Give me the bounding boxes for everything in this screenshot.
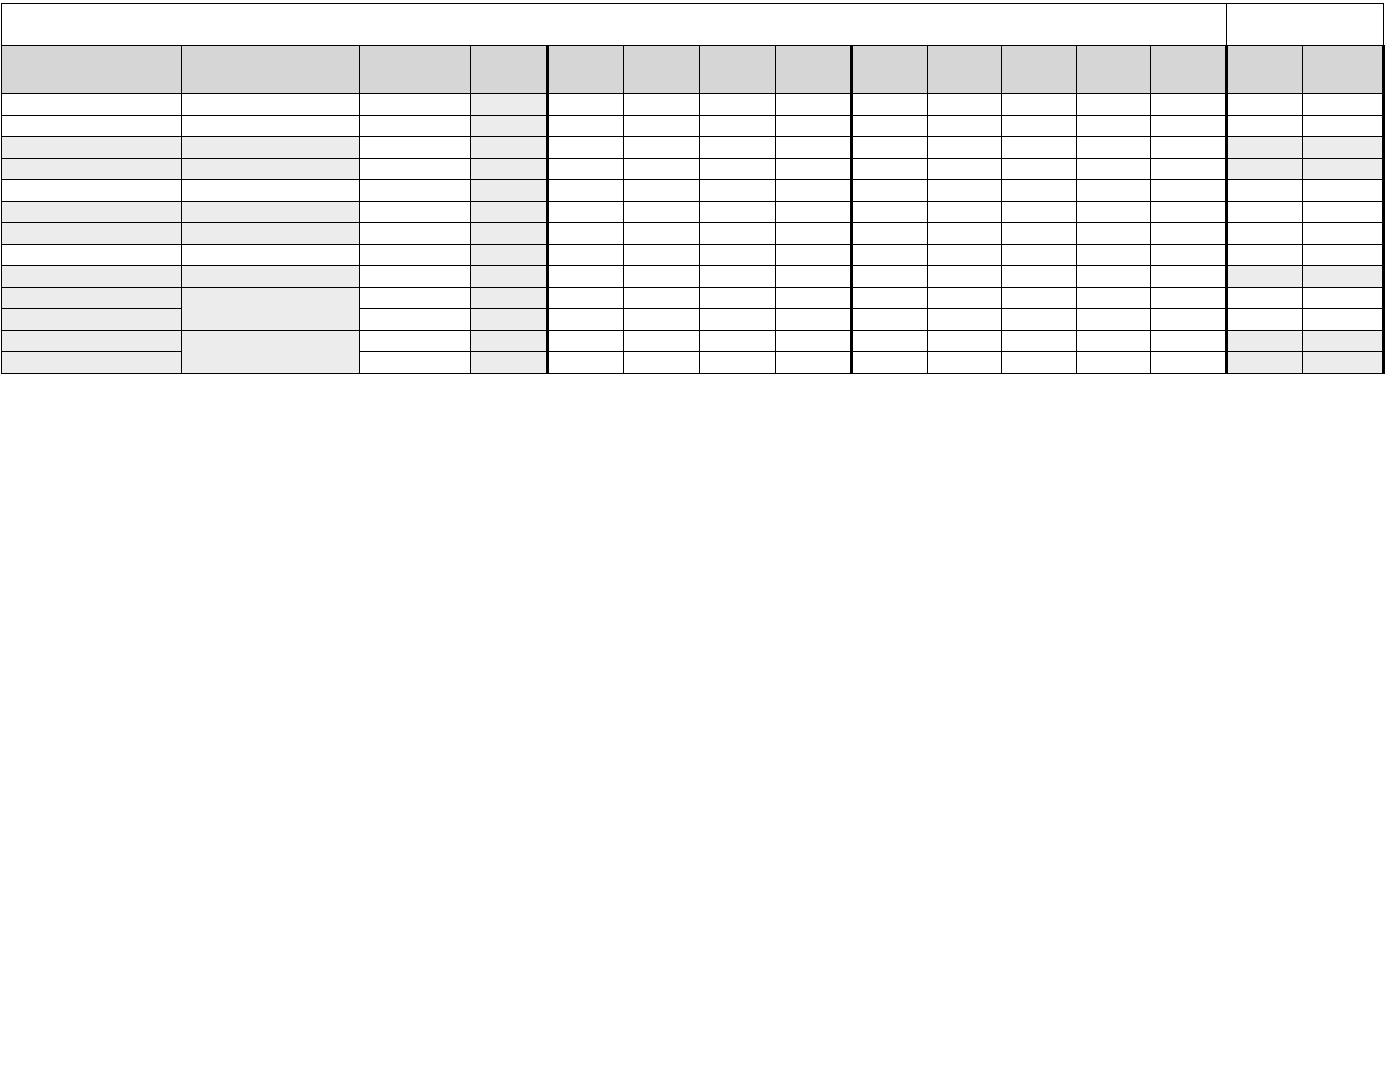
centile-cell bbox=[624, 266, 700, 288]
niveau-cell bbox=[360, 244, 471, 266]
niveau-cell bbox=[360, 137, 471, 159]
centile-cell bbox=[548, 309, 624, 331]
centile-cell bbox=[1077, 223, 1151, 245]
column-header bbox=[548, 46, 624, 94]
centile-cell bbox=[1151, 158, 1227, 180]
epreuve-cell bbox=[182, 266, 360, 288]
centile-cell bbox=[928, 201, 1002, 223]
ecartype-cell bbox=[1303, 244, 1384, 266]
centile-cell bbox=[548, 266, 624, 288]
centile-cell bbox=[700, 115, 776, 137]
nb-suj-cell bbox=[471, 158, 548, 180]
nb-suj-cell bbox=[471, 330, 548, 352]
table-body bbox=[2, 94, 1384, 374]
centile-cell bbox=[1077, 94, 1151, 116]
centile-cell bbox=[852, 309, 928, 331]
epreuve-cell bbox=[182, 201, 360, 223]
centile-cell bbox=[1077, 309, 1151, 331]
centile-cell bbox=[1077, 352, 1151, 374]
column-header bbox=[182, 46, 360, 94]
centile-cell bbox=[624, 201, 700, 223]
centile-cell bbox=[624, 94, 700, 116]
centile-cell bbox=[1002, 223, 1077, 245]
nb-suj-cell bbox=[471, 223, 548, 245]
batterie-cell bbox=[2, 330, 182, 352]
epreuve-cell bbox=[182, 287, 360, 330]
ecartype-cell bbox=[1303, 94, 1384, 116]
ecartype-cell bbox=[1303, 158, 1384, 180]
centile-cell bbox=[1002, 309, 1077, 331]
centile-cell bbox=[852, 287, 928, 309]
centile-cell bbox=[548, 223, 624, 245]
centile-cell bbox=[776, 180, 852, 202]
centile-cell bbox=[1002, 137, 1077, 159]
mean-cell bbox=[1227, 330, 1303, 352]
centile-cell bbox=[1002, 244, 1077, 266]
centile-cell bbox=[624, 244, 700, 266]
ecartype-cell bbox=[1303, 309, 1384, 331]
table-row bbox=[2, 180, 1384, 202]
niveau-cell bbox=[360, 287, 471, 309]
table-row bbox=[2, 223, 1384, 245]
centile-cell bbox=[852, 137, 928, 159]
batterie-cell bbox=[2, 201, 182, 223]
centile-cell bbox=[852, 352, 928, 374]
centile-cell bbox=[776, 223, 852, 245]
ecartype-cell bbox=[1303, 266, 1384, 288]
column-header bbox=[1151, 46, 1227, 94]
centile-cell bbox=[1077, 244, 1151, 266]
mean-cell bbox=[1227, 201, 1303, 223]
centile-cell bbox=[776, 309, 852, 331]
niveau-cell bbox=[360, 352, 471, 374]
centile-cell bbox=[776, 244, 852, 266]
niveau-cell bbox=[360, 201, 471, 223]
column-header bbox=[776, 46, 852, 94]
centile-cell bbox=[852, 115, 928, 137]
centile-cell bbox=[1151, 287, 1227, 309]
centile-cell bbox=[1151, 180, 1227, 202]
centile-cell bbox=[928, 266, 1002, 288]
batterie-cell bbox=[2, 158, 182, 180]
batterie-cell bbox=[2, 352, 182, 374]
niveau-cell bbox=[360, 330, 471, 352]
column-header bbox=[700, 46, 776, 94]
centile-cell bbox=[700, 137, 776, 159]
centile-cell bbox=[548, 330, 624, 352]
niveau-cell bbox=[360, 180, 471, 202]
niveau-cell bbox=[360, 309, 471, 331]
niveau-cell bbox=[360, 223, 471, 245]
centile-cell bbox=[1002, 94, 1077, 116]
centile-cell bbox=[1151, 309, 1227, 331]
centile-cell bbox=[852, 94, 928, 116]
centile-cell bbox=[928, 223, 1002, 245]
centile-cell bbox=[852, 201, 928, 223]
ecartype-cell bbox=[1303, 201, 1384, 223]
centile-cell bbox=[776, 266, 852, 288]
centile-cell bbox=[1151, 201, 1227, 223]
centile-cell bbox=[1151, 266, 1227, 288]
column-header bbox=[1303, 46, 1384, 94]
nb-suj-cell bbox=[471, 94, 548, 116]
centile-cell bbox=[776, 201, 852, 223]
column-header bbox=[1077, 46, 1151, 94]
batterie-cell bbox=[2, 115, 182, 137]
epreuve-cell bbox=[182, 94, 360, 116]
column-header bbox=[471, 46, 548, 94]
centile-cell bbox=[624, 330, 700, 352]
centile-cell bbox=[700, 309, 776, 331]
centile-cell bbox=[1151, 94, 1227, 116]
table-row bbox=[2, 287, 1384, 309]
column-header bbox=[624, 46, 700, 94]
table-row bbox=[2, 266, 1384, 288]
centile-cell bbox=[624, 223, 700, 245]
centile-cell bbox=[548, 180, 624, 202]
centile-cell bbox=[1002, 115, 1077, 137]
version-label bbox=[1227, 4, 1384, 46]
centile-cell bbox=[852, 266, 928, 288]
centile-cell bbox=[1151, 223, 1227, 245]
centile-cell bbox=[1077, 137, 1151, 159]
mean-cell bbox=[1227, 309, 1303, 331]
centile-cell bbox=[548, 352, 624, 374]
centile-cell bbox=[1151, 330, 1227, 352]
table-row bbox=[2, 244, 1384, 266]
mean-cell bbox=[1227, 115, 1303, 137]
mean-cell bbox=[1227, 94, 1303, 116]
centile-cell bbox=[700, 244, 776, 266]
centile-cell bbox=[700, 330, 776, 352]
centile-cell bbox=[1002, 180, 1077, 202]
centile-cell bbox=[928, 352, 1002, 374]
epreuve-cell bbox=[182, 180, 360, 202]
batterie-cell bbox=[2, 266, 182, 288]
norms-table bbox=[1, 3, 1385, 374]
nb-suj-cell bbox=[471, 287, 548, 309]
centile-cell bbox=[624, 287, 700, 309]
centile-cell bbox=[1151, 352, 1227, 374]
centile-cell bbox=[624, 180, 700, 202]
batterie-cell bbox=[2, 94, 182, 116]
centile-cell bbox=[1002, 201, 1077, 223]
sheet-title bbox=[2, 4, 1227, 46]
centile-cell bbox=[1002, 330, 1077, 352]
centile-cell bbox=[548, 115, 624, 137]
batterie-cell bbox=[2, 309, 182, 331]
centile-cell bbox=[852, 330, 928, 352]
mean-cell bbox=[1227, 223, 1303, 245]
centile-cell bbox=[928, 309, 1002, 331]
centile-cell bbox=[548, 137, 624, 159]
epreuve-cell bbox=[182, 223, 360, 245]
table-row bbox=[2, 330, 1384, 352]
centile-cell bbox=[1151, 137, 1227, 159]
centile-cell bbox=[776, 287, 852, 309]
centile-cell bbox=[1002, 266, 1077, 288]
mean-cell bbox=[1227, 287, 1303, 309]
centile-cell bbox=[700, 201, 776, 223]
column-header bbox=[2, 46, 182, 94]
mean-cell bbox=[1227, 137, 1303, 159]
mean-cell bbox=[1227, 352, 1303, 374]
centile-cell bbox=[1002, 158, 1077, 180]
centile-cell bbox=[852, 244, 928, 266]
centile-cell bbox=[852, 158, 928, 180]
centile-cell bbox=[624, 115, 700, 137]
mean-cell bbox=[1227, 180, 1303, 202]
nb-suj-cell bbox=[471, 352, 548, 374]
column-header bbox=[360, 46, 471, 94]
centile-cell bbox=[548, 201, 624, 223]
niveau-cell bbox=[360, 266, 471, 288]
centile-cell bbox=[928, 158, 1002, 180]
centile-cell bbox=[700, 94, 776, 116]
centile-cell bbox=[624, 352, 700, 374]
nb-suj-cell bbox=[471, 180, 548, 202]
centile-cell bbox=[776, 115, 852, 137]
centile-cell bbox=[776, 158, 852, 180]
centile-cell bbox=[1077, 115, 1151, 137]
centile-cell bbox=[548, 158, 624, 180]
mean-cell bbox=[1227, 158, 1303, 180]
centile-cell bbox=[700, 352, 776, 374]
table-row bbox=[2, 158, 1384, 180]
epreuve-cell bbox=[182, 158, 360, 180]
niveau-cell bbox=[360, 158, 471, 180]
centile-cell bbox=[928, 137, 1002, 159]
centile-cell bbox=[1077, 158, 1151, 180]
centile-cell bbox=[928, 330, 1002, 352]
centile-cell bbox=[928, 94, 1002, 116]
centile-cell bbox=[776, 330, 852, 352]
nb-suj-cell bbox=[471, 309, 548, 331]
centile-cell bbox=[776, 94, 852, 116]
centile-cell bbox=[700, 180, 776, 202]
centile-cell bbox=[624, 309, 700, 331]
norms-sheet bbox=[1, 3, 1383, 374]
centile-cell bbox=[548, 287, 624, 309]
centile-cell bbox=[1077, 330, 1151, 352]
centile-cell bbox=[928, 180, 1002, 202]
centile-cell bbox=[700, 266, 776, 288]
nb-suj-cell bbox=[471, 201, 548, 223]
mean-cell bbox=[1227, 266, 1303, 288]
column-header bbox=[928, 46, 1002, 94]
ecartype-cell bbox=[1303, 115, 1384, 137]
ecartype-cell bbox=[1303, 223, 1384, 245]
table-row bbox=[2, 115, 1384, 137]
epreuve-cell bbox=[182, 137, 360, 159]
nb-suj-cell bbox=[471, 115, 548, 137]
column-header bbox=[1227, 46, 1303, 94]
centile-cell bbox=[700, 287, 776, 309]
centile-cell bbox=[852, 180, 928, 202]
table-row bbox=[2, 137, 1384, 159]
batterie-cell bbox=[2, 287, 182, 309]
ecartype-cell bbox=[1303, 180, 1384, 202]
centile-cell bbox=[1151, 244, 1227, 266]
mean-cell bbox=[1227, 244, 1303, 266]
batterie-cell bbox=[2, 180, 182, 202]
nb-suj-cell bbox=[471, 244, 548, 266]
centile-cell bbox=[928, 244, 1002, 266]
column-header-row bbox=[2, 46, 1384, 94]
column-header bbox=[852, 46, 928, 94]
centile-cell bbox=[776, 137, 852, 159]
niveau-cell bbox=[360, 115, 471, 137]
centile-cell bbox=[1002, 352, 1077, 374]
batterie-cell bbox=[2, 244, 182, 266]
ecartype-cell bbox=[1303, 330, 1384, 352]
batterie-cell bbox=[2, 223, 182, 245]
nb-suj-cell bbox=[471, 137, 548, 159]
centile-cell bbox=[548, 244, 624, 266]
centile-cell bbox=[624, 158, 700, 180]
epreuve-cell bbox=[182, 330, 360, 373]
epreuve-cell bbox=[182, 244, 360, 266]
centile-cell bbox=[928, 287, 1002, 309]
centile-cell bbox=[700, 223, 776, 245]
centile-cell bbox=[624, 137, 700, 159]
nb-suj-cell bbox=[471, 266, 548, 288]
centile-cell bbox=[852, 223, 928, 245]
centile-cell bbox=[700, 158, 776, 180]
centile-cell bbox=[1077, 266, 1151, 288]
centile-cell bbox=[776, 352, 852, 374]
column-header bbox=[1002, 46, 1077, 94]
centile-cell bbox=[928, 115, 1002, 137]
ecartype-cell bbox=[1303, 352, 1384, 374]
centile-cell bbox=[548, 94, 624, 116]
epreuve-cell bbox=[182, 115, 360, 137]
batterie-cell bbox=[2, 137, 182, 159]
table-row bbox=[2, 201, 1384, 223]
centile-cell bbox=[1151, 115, 1227, 137]
niveau-cell bbox=[360, 94, 471, 116]
ecartype-cell bbox=[1303, 287, 1384, 309]
centile-cell bbox=[1077, 180, 1151, 202]
centile-cell bbox=[1002, 287, 1077, 309]
centile-cell bbox=[1077, 201, 1151, 223]
centile-cell bbox=[1077, 287, 1151, 309]
table-row bbox=[2, 94, 1384, 116]
ecartype-cell bbox=[1303, 137, 1384, 159]
